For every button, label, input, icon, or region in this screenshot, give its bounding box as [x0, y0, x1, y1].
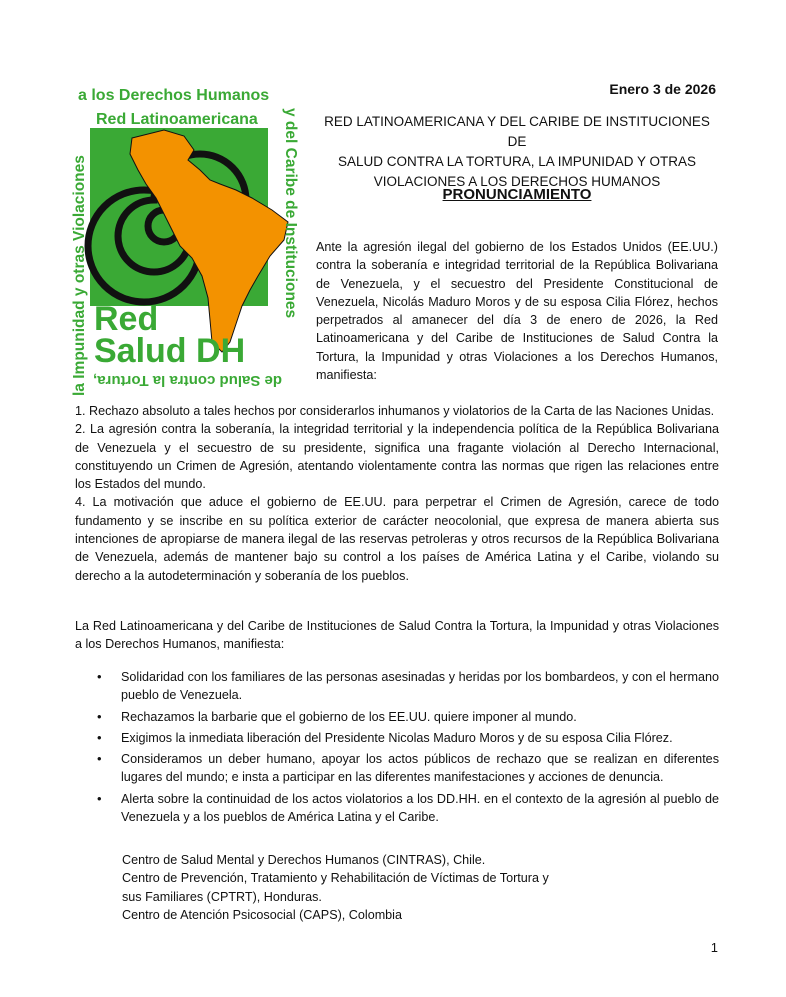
bullet-icon: • [97, 708, 102, 724]
signatory-line: Centro de Atención Psicosocial (CAPS), Colombia [122, 907, 402, 922]
intro-paragraph: Ante la agresión ilegal del gobierno de los Estados Unidos (EE.UU.) contra la soberanía e integridad territorial de la República Bolivariana de Venezuela, y el secuestro del Presidente Constitucional de Venezuela, Nicolás Maduro Moros y de su esposa Cilia Flórez, hechos perpetrados al amanecer del día 3 de enero de 2026, la Red Latinoamericana y del Caribe de Instituciones de Salud Contra la Tortura, la Impunidad y otras Violaciones a los Derechos Humanos, manifiesta: [316, 240, 718, 383]
list-item [75, 750, 719, 787]
document-date: Enero 3 de 2026 [609, 81, 716, 97]
signatory-line: Centro de Prevención, Tratamiento y Rehabilitación de Víctimas de Tortura y [122, 871, 549, 886]
document-title [316, 112, 718, 192]
title-line: RED LATINOAMERICANA Y DEL CARIBE DE INSTITUCIONES DE [324, 114, 710, 149]
title-line: SALUD CONTRA LA TORTURA, LA IMPUNIDAD Y OTRAS [337, 154, 697, 169]
bullet-icon: • [97, 751, 102, 767]
bullet-icon: • [97, 669, 102, 684]
logo-text-inner: Red Latinoamericana [96, 111, 258, 128]
logo-text-right: y del Caribe de Instituciones [282, 108, 299, 319]
bullet-text: Exigimos la inmediata liberación del Presidente Nicolas Maduro Moros y de su esposa Cilia Flórez. [121, 730, 673, 745]
numbered-point: 2. La agresión contra la soberanía, la integridad territorial y la independencia política de la República Bolivariana de Venezuela y el secuestro de su presidente, significa una fragante violación al Derecho Internacional, constituyendo un Crimen de Agresión, atentando violentamente contra las normas que rigen las relaciones entre los Estados del mundo. [75, 422, 719, 492]
bullet-icon: • [97, 790, 102, 806]
bullet-list [75, 668, 719, 829]
logo-brand-line1: Red [94, 300, 159, 338]
bullet-text: Consideramos un deber humano, apoyar los actos públicos de rechazo que se realizan en diferentes lugares del mundo; e insta a participar en las diferentes manifestaciones y acciones de denuncia. [121, 752, 719, 785]
list-item [75, 668, 719, 705]
list-item [75, 790, 719, 827]
bullet-text: Alerta sobre la continuidad de los actos violatorios a los DD.HH. en el contexto de la agresión al pueblo de Venezuela y a los pueblos de América Latina y el Caribe. [121, 791, 719, 825]
declaration-paragraph: La Red Latinoamericana y del Caribe de Instituciones de Salud Contra la Tortura, la Impunidad y otras Violaciones a los Derechos Humanos, manifiesta: [75, 619, 719, 652]
bullet-icon: • [97, 729, 102, 745]
numbered-point: 4. La motivación que aduce el gobierno de EE.UU. para perpetrar el Crimen de Agresión, carece de todo fundamento y se inscribe en su política exterior de carácter neocolonial, que expresa de manera abierta sus intenciones de apropiarse de manera ilegal de las reservas petroleras y otros recursos de la República Bolivariana de Venezuela, además de mantener bajo su control a los países de América Latina y el Caribe, violando su derecho a la autodeterminación y soberanía de los pueblos. [75, 495, 719, 583]
list-item [75, 708, 719, 726]
list-item [75, 729, 719, 747]
bullet-text: Rechazamos la barbarie que el gobierno de los EE.UU. quiere imponer al mundo. [121, 709, 577, 724]
signatory-line: Centro de Salud Mental y Derechos Humanos (CINTRAS), Chile. [122, 853, 486, 867]
title-line: VIOLACIONES A LOS DERECHOS HUMANOS [373, 174, 661, 189]
logo-text-left: la Impunidad y otras Violaciones [71, 155, 88, 396]
numbered-points [75, 402, 719, 585]
document-subtitle: PRONUNCIAMIENTO [442, 186, 592, 203]
numbered-point: 1. Rechazo absoluto a tales hechos por considerarlos inhumanos y violatorios de la Carta de las Naciones Unidas. [75, 404, 715, 418]
logo-text-top: a los Derechos Humanos [78, 87, 270, 104]
logo-brand-line2: Salud DH [94, 332, 246, 370]
bullet-text: Solidaridad con los familiares de las personas asesinadas y heridas por los bombardeos, y con el hermano pueblo de Venezuela. [121, 670, 719, 703]
signatories-list [122, 851, 549, 924]
page-number: 1 [710, 940, 718, 955]
red-salud-dh-logo [60, 80, 308, 398]
signatory-line: sus Familiares (CPTRT), Honduras. [122, 889, 322, 904]
logo-text-bottom: de Salud contra la Tortura, [93, 372, 282, 389]
